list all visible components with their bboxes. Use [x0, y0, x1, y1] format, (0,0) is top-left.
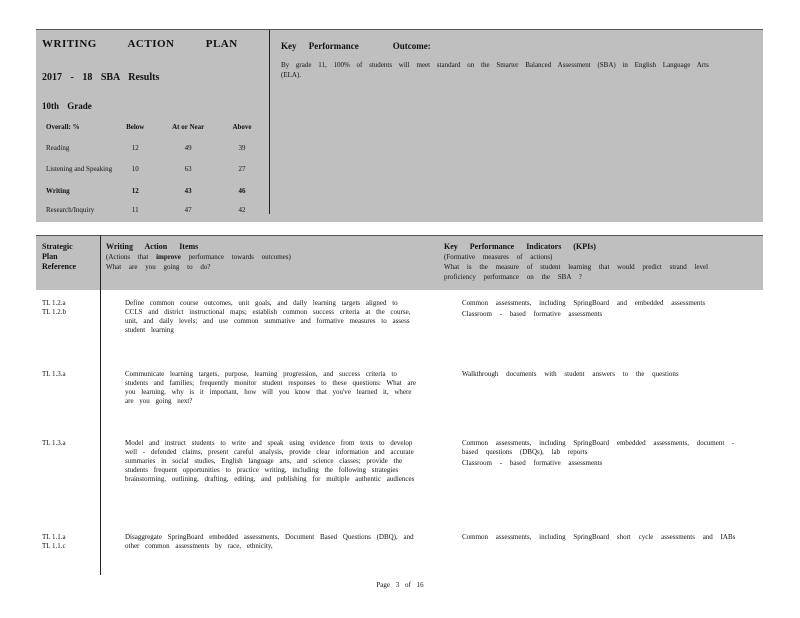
action-item: [108, 299, 418, 335]
row-reference: [42, 439, 97, 448]
score-above: 42: [238, 205, 246, 214]
kpi-item: [445, 439, 745, 457]
score-row: [46, 181, 262, 200]
kpi-item: [445, 459, 745, 468]
table-header: [36, 235, 763, 290]
top-panel: [36, 29, 763, 222]
action-item-text: Communicate learning targets, purpose, learning progression, and success criteria to students and families; frequently monitor student responses to these questions: What are you learning, why is it important, how will you know that you've learned it, where are you going next?: [125, 370, 416, 405]
score-row-label: Reading: [46, 143, 70, 152]
items-header-sub: [106, 252, 426, 262]
kpi-list: [445, 439, 745, 470]
table-row: [36, 439, 763, 521]
kpo-text: By grade 11, 100% of students will meet standard on the Smarter Balanced Assessment (SBA) in English Language Arts (ELA).: [281, 61, 709, 79]
table-row: [36, 299, 763, 359]
row-reference: [42, 533, 97, 551]
reference-code: TL 1.1.c: [42, 542, 66, 550]
score-below: 12: [131, 186, 139, 195]
kpi-text: Common assessments, including SpringBoard short cycle assessments and IABs: [462, 533, 736, 541]
kpi-list: [445, 299, 745, 321]
kpi-item: [445, 310, 745, 319]
kpi-text: Classroom - based formative assessments: [462, 459, 603, 467]
kpi-text: Classroom - based formative assessments: [462, 310, 603, 318]
score-below: 10: [131, 165, 139, 173]
ref-header-line: Reference: [42, 262, 77, 271]
action-item: [108, 533, 418, 551]
action-item-text: Disaggregate SpringBoard embedded assessments, Document Based Questions (DBQ), and other common assessments by race, ethnicity,: [125, 533, 414, 550]
reference-code: TL 1.3.a: [42, 370, 66, 378]
panel-divider: [269, 30, 270, 214]
kpo-heading-part-1: Key Performance: [281, 41, 359, 51]
kpi-header-sub: (Formative measures of actions): [444, 253, 553, 261]
reference-code: TL 1.3.a: [42, 439, 66, 447]
kpi-item: [445, 370, 745, 379]
ref-header-line: Strategic: [42, 242, 73, 251]
items-header-title: Writing Action Items: [106, 242, 199, 251]
score-col-above: Above: [232, 123, 252, 131]
score-table: [46, 116, 262, 219]
score-above: 46: [238, 186, 246, 195]
row-reference: [42, 299, 97, 317]
kpi-column-header: [444, 242, 744, 282]
sba-results-title: 2017 - 18 SBA Results: [42, 72, 160, 83]
score-row: [46, 200, 262, 219]
score-near: 63: [184, 165, 192, 173]
action-item-text: Define common course outcomes, unit goals, and daily learning targets aligned to CCLS and district instructional maps; establish common success criteria at the course, unit, and daily levels; and use common summative and formative measures to assess student learning: [125, 299, 411, 334]
grade-title: 10th Grade: [42, 101, 92, 111]
score-near: 49: [184, 143, 192, 152]
kpi-list: [445, 370, 745, 381]
row-reference: [42, 370, 97, 379]
items-column-header: [106, 242, 426, 272]
kpi-header-title: Key Performance Indicators (KPIs): [444, 242, 596, 251]
score-col-overall: Overall: %: [46, 123, 80, 131]
table-row: [36, 533, 763, 573]
reference-code: TL 1.2.b: [42, 308, 67, 316]
score-above: 39: [238, 143, 246, 152]
page-number: Page 3 of 16: [376, 581, 424, 589]
score-above: 27: [238, 165, 246, 173]
kpi-text: Walkthrough documents with student answers to the questions: [462, 370, 679, 378]
action-item-text: Model and instruct students to write and speak using evidence from texts to develop well - defended claims, present careful analysis, provide clear information and accurate summaries in social studies, English language arts, and science classes; provide the students frequent opportunities to practice writing, including the following strategies brainstorming, outlining, drafting, editing, and publishing for multiple authentic audiences: [125, 439, 415, 483]
score-row-label: Listening and Speaking: [46, 165, 113, 173]
kpi-text: Common assessments, including SpringBoard embedded assessments, document - based questions (DBQs), lab reports: [462, 439, 735, 456]
score-row-label: Writing: [46, 186, 70, 195]
score-below: 11: [131, 205, 139, 214]
kpi-header-question: What is the measure of student learning that would predict strand level proficiency performance on the SBA ?: [444, 263, 709, 281]
kpi-text: Common assessments, including SpringBoard and embedded assessments: [462, 299, 706, 307]
items-header-question: What are you going to do?: [106, 263, 211, 271]
reference-code: TL 1.1.a: [42, 533, 66, 541]
reference-code: TL 1.2.a: [42, 299, 66, 307]
kpo-heading: [281, 41, 431, 51]
score-near: 43: [184, 186, 192, 195]
plan-title: WRITING ACTION PLAN: [42, 38, 238, 50]
items-sub-c: performance towards outcomes): [188, 253, 291, 261]
items-sub-b: improve: [156, 253, 181, 261]
items-sub-a: (Actions that: [106, 253, 149, 261]
score-row: [46, 138, 262, 157]
score-row: [46, 157, 262, 181]
table-row: [36, 370, 763, 430]
kpi-item: [445, 533, 745, 542]
kpo-heading-part-2: Outcome:: [392, 41, 431, 51]
action-item: [108, 370, 418, 406]
score-near: 47: [184, 205, 192, 214]
kpi-item: [445, 299, 745, 308]
score-col-near: At or Near: [172, 123, 205, 131]
kpi-list: [445, 533, 745, 544]
action-item: [108, 439, 418, 484]
ref-column-header: [42, 242, 76, 272]
score-row-label: Research/Inquiry: [46, 205, 95, 214]
ref-header-line: Plan: [42, 252, 58, 261]
score-below: 12: [131, 143, 139, 152]
score-col-below: Below: [126, 123, 145, 131]
